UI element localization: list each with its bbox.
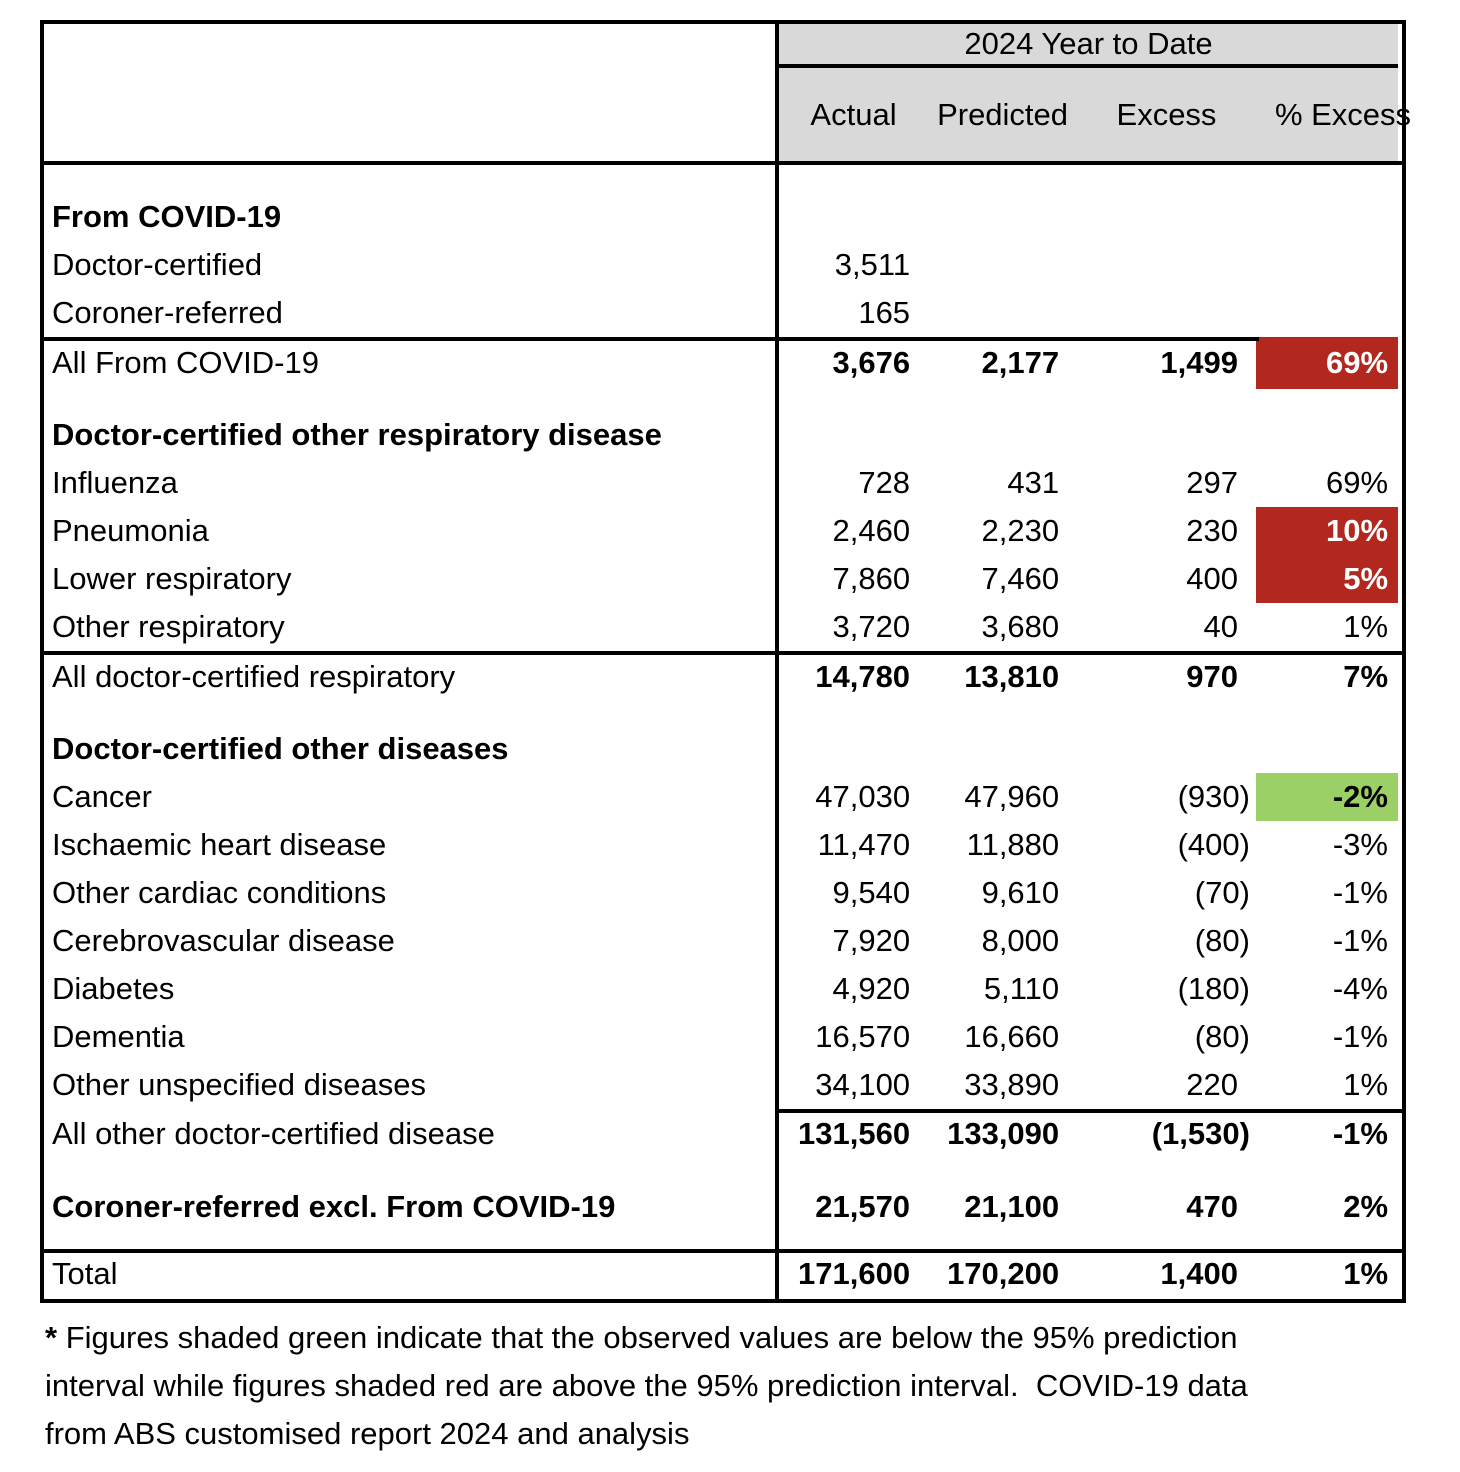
cell-excess <box>1077 1159 1256 1183</box>
numeric-cells <box>775 411 1398 459</box>
row-label: Coroner-referred excl. From COVID-19 <box>52 1189 616 1224</box>
cell-actual: 14,780 <box>815 659 911 694</box>
row-label: Ischaemic heart disease <box>52 827 387 862</box>
cell-pct: -4% <box>1332 971 1388 1006</box>
cell-pct <box>1256 241 1398 289</box>
numeric-cells <box>775 555 1398 603</box>
table-row <box>44 555 1402 603</box>
cell-predicted <box>928 1231 1077 1249</box>
cell-predicted <box>928 1159 1077 1183</box>
numeric-cells <box>775 241 1398 289</box>
numeric-cells <box>775 389 1398 411</box>
header-group-wrap <box>775 24 1398 68</box>
cell-excess <box>1077 165 1256 193</box>
row-label <box>44 389 775 411</box>
cell-actual <box>779 725 928 773</box>
row-label <box>44 703 775 725</box>
numeric-cells <box>775 459 1398 507</box>
numeric-cells <box>775 917 1398 965</box>
row-label: Doctor-certified other diseases <box>52 731 509 766</box>
cell-excess <box>1077 241 1256 289</box>
table-row <box>44 1183 1402 1231</box>
header-group-title: 2024 Year to Date <box>779 24 1398 68</box>
table-row <box>44 241 1402 289</box>
cell-excess <box>1077 725 1256 773</box>
separator-line <box>44 651 1402 655</box>
cell-excess: (1,530) <box>1151 1116 1250 1151</box>
numeric-cells <box>775 1013 1398 1061</box>
cell-predicted: 2,177 <box>981 345 1060 380</box>
table-row <box>44 917 1402 965</box>
cell-predicted: 8,000 <box>981 923 1060 958</box>
cell-actual: 171,600 <box>798 1256 911 1291</box>
row-label: Diabetes <box>52 971 175 1006</box>
cell-excess <box>1077 193 1256 241</box>
table-row <box>44 603 1402 651</box>
row-label: Doctor-certified <box>52 247 263 282</box>
cell-predicted: 170,200 <box>947 1256 1060 1291</box>
numeric-cells <box>775 821 1398 869</box>
cell-pct <box>1256 703 1398 725</box>
numeric-cells <box>775 965 1398 1013</box>
spacer-row <box>44 703 1402 725</box>
cell-pct <box>1256 289 1398 337</box>
cell-predicted: 133,090 <box>947 1116 1060 1151</box>
cell-pct: -1% <box>1332 923 1388 958</box>
cell-excess: (180) <box>1177 971 1250 1006</box>
cell-pct: 2% <box>1343 1189 1389 1224</box>
table-row <box>44 773 1402 821</box>
cell-excess <box>1077 703 1256 725</box>
cell-excess <box>1077 289 1256 337</box>
cell-pct: -2% <box>1256 773 1398 821</box>
numeric-cells <box>775 603 1398 651</box>
cell-predicted <box>928 193 1077 241</box>
cell-excess: 970 <box>1186 659 1238 694</box>
numeric-cells <box>775 1249 1398 1299</box>
cell-pct: -1% <box>1332 1116 1388 1151</box>
row-label: Total <box>52 1256 118 1291</box>
cell-pct: 69% <box>1256 337 1398 389</box>
row-label: Doctor-certified other respiratory disease <box>52 417 662 452</box>
cell-excess: 1,400 <box>1160 1256 1238 1291</box>
section-header-row <box>44 193 1402 241</box>
table-row <box>44 289 1402 337</box>
row-label: Other respiratory <box>52 609 285 644</box>
cell-pct <box>1256 411 1398 459</box>
cell-actual <box>779 1231 928 1249</box>
cell-pct <box>1256 1231 1398 1249</box>
column-header-predicted: Predicted <box>928 68 1077 161</box>
numeric-cells <box>775 1159 1398 1183</box>
table-row <box>44 651 1402 703</box>
header-columns-row <box>44 68 1412 165</box>
cell-excess: (930) <box>1177 779 1250 814</box>
table-row <box>44 965 1402 1013</box>
separator-line <box>775 1109 1402 1113</box>
cell-predicted <box>928 241 1077 289</box>
cell-excess: 470 <box>1186 1189 1238 1224</box>
row-label: Pneumonia <box>52 513 209 548</box>
cell-predicted: 16,660 <box>964 1019 1060 1054</box>
cell-pct <box>1256 1159 1398 1183</box>
numeric-cells <box>775 1231 1398 1249</box>
cell-predicted <box>928 703 1077 725</box>
cell-excess: 220 <box>1186 1067 1238 1102</box>
cell-excess: 297 <box>1186 465 1238 500</box>
header-empty-cell <box>44 68 775 161</box>
cell-actual <box>779 193 928 241</box>
cell-pct: 5% <box>1256 555 1398 603</box>
cell-pct: -1% <box>1332 875 1388 910</box>
cell-predicted <box>928 389 1077 411</box>
column-header-excess: Excess <box>1077 68 1256 161</box>
table-row <box>44 507 1402 555</box>
row-label <box>44 1159 775 1183</box>
cell-pct: -3% <box>1332 827 1388 862</box>
cell-excess <box>1077 411 1256 459</box>
cell-pct: -1% <box>1332 1019 1388 1054</box>
cell-pct: 1% <box>1343 609 1389 644</box>
table-row <box>44 821 1402 869</box>
cell-actual: 3,511 <box>834 247 911 282</box>
footnote <box>45 1314 1437 1458</box>
cell-pct: 7% <box>1343 659 1389 694</box>
row-label: Lower respiratory <box>52 561 292 596</box>
cell-actual: 47,030 <box>815 779 911 814</box>
table-body <box>44 165 1402 1299</box>
cell-pct: 69% <box>1325 465 1389 500</box>
spacer-row <box>44 1159 1402 1183</box>
row-label <box>44 1231 775 1249</box>
cell-predicted: 47,960 <box>964 779 1060 814</box>
numeric-cells <box>775 1183 1398 1231</box>
row-label: Other unspecified diseases <box>52 1067 426 1102</box>
numeric-cells <box>775 651 1398 703</box>
table-row <box>44 1109 1402 1159</box>
row-label: All other doctor-certified disease <box>52 1116 495 1151</box>
table-row <box>44 1249 1402 1299</box>
cell-actual: 7,920 <box>832 923 911 958</box>
cell-actual: 3,720 <box>832 609 911 644</box>
cell-excess: 1,499 <box>1160 345 1238 380</box>
cell-predicted <box>928 411 1077 459</box>
table-row <box>44 337 1402 389</box>
cell-predicted: 431 <box>1007 465 1060 500</box>
cell-actual: 16,570 <box>815 1019 911 1054</box>
cell-actual <box>779 411 928 459</box>
numeric-cells <box>775 1061 1398 1109</box>
row-label: Cerebrovascular disease <box>52 923 395 958</box>
numeric-cells <box>775 773 1398 821</box>
cell-actual: 2,460 <box>832 513 911 548</box>
cell-excess: 230 <box>1186 513 1238 548</box>
cell-actual: 4,920 <box>832 971 911 1006</box>
table-row <box>44 1061 1402 1109</box>
spacer-row <box>44 389 1402 411</box>
cell-pct <box>1256 389 1398 411</box>
cell-pct: 10% <box>1256 507 1398 555</box>
cell-predicted: 3,680 <box>981 609 1060 644</box>
numeric-cells <box>775 725 1398 773</box>
column-header-actual: Actual <box>779 68 928 161</box>
cell-predicted: 33,890 <box>964 1067 1060 1102</box>
spacer-row <box>44 1231 1402 1249</box>
cell-predicted: 9,610 <box>981 875 1060 910</box>
cell-predicted <box>928 165 1077 193</box>
cell-excess: (400) <box>1177 827 1250 862</box>
cell-actual <box>779 165 928 193</box>
cell-predicted: 7,460 <box>981 561 1060 596</box>
cell-actual: 7,860 <box>832 561 911 596</box>
header-columns-wrap <box>775 68 1412 161</box>
separator-line <box>44 337 1259 341</box>
cell-predicted: 21,100 <box>964 1189 1060 1224</box>
cell-excess: 400 <box>1186 561 1238 596</box>
row-label <box>44 165 775 193</box>
cell-excess: (80) <box>1194 923 1250 958</box>
row-label: Influenza <box>52 465 178 500</box>
cell-predicted <box>928 725 1077 773</box>
row-label: Other cardiac conditions <box>52 875 387 910</box>
cell-actual: 131,560 <box>798 1116 911 1151</box>
cell-actual: 9,540 <box>832 875 911 910</box>
cell-predicted: 5,110 <box>983 971 1060 1006</box>
mortality-table <box>40 20 1412 1303</box>
numeric-cells <box>775 337 1398 389</box>
numeric-cells <box>775 289 1398 337</box>
numeric-cells <box>775 869 1398 917</box>
cell-actual <box>779 703 928 725</box>
cell-actual: 21,570 <box>815 1189 911 1224</box>
column-header-pct-excess-label: % Excess <box>1274 97 1412 132</box>
table-row <box>44 869 1402 917</box>
cell-pct: 1% <box>1343 1256 1389 1291</box>
cell-predicted: 13,810 <box>964 659 1060 694</box>
row-label: All From COVID-19 <box>52 345 319 380</box>
row-label: Coroner-referred <box>52 295 283 330</box>
table-row <box>44 1013 1402 1061</box>
header-empty-cell <box>44 24 775 68</box>
cell-actual: 165 <box>858 295 911 330</box>
cell-actual <box>779 389 928 411</box>
numeric-cells <box>775 507 1398 555</box>
table-row <box>44 459 1402 507</box>
cell-excess <box>1077 1231 1256 1249</box>
cell-predicted: 2,230 <box>981 513 1060 548</box>
cell-actual: 11,470 <box>817 827 911 862</box>
row-label: Dementia <box>52 1019 185 1054</box>
footnote-line: from ABS customised report 2024 and analysis <box>45 1416 690 1451</box>
numeric-cells <box>775 1109 1398 1159</box>
footnote-line: * Figures shaded green indicate that the observed values are below the 95% prediction <box>45 1320 1238 1355</box>
cell-predicted: 11,880 <box>966 827 1060 862</box>
spacer-row <box>44 165 1402 193</box>
cell-excess: (70) <box>1194 875 1250 910</box>
separator-line <box>44 1249 1402 1253</box>
cell-pct <box>1256 193 1398 241</box>
numeric-cells <box>775 193 1398 241</box>
footnote-line: interval while figures shaded red are above the 95% prediction interval. COVID-19 data <box>45 1368 1248 1403</box>
numeric-cells <box>775 703 1398 725</box>
cell-actual: 34,100 <box>815 1067 911 1102</box>
cell-actual: 728 <box>858 465 911 500</box>
row-label: All doctor-certified respiratory <box>52 659 456 694</box>
cell-actual <box>779 1159 928 1183</box>
cell-excess: 40 <box>1203 609 1238 644</box>
row-label: From COVID-19 <box>52 199 282 234</box>
cell-excess <box>1077 389 1256 411</box>
column-header-pct-excess <box>1256 68 1412 161</box>
section-header-row <box>44 725 1402 773</box>
cell-pct <box>1256 165 1398 193</box>
cell-predicted <box>928 289 1077 337</box>
cell-excess: (80) <box>1194 1019 1250 1054</box>
cell-pct <box>1256 725 1398 773</box>
section-header-row <box>44 411 1402 459</box>
cell-pct: 1% <box>1343 1067 1389 1102</box>
footnote-marker: * <box>45 1320 66 1355</box>
numeric-cells <box>775 165 1398 193</box>
header-group-row <box>44 24 1402 68</box>
cell-actual: 3,676 <box>832 345 911 380</box>
row-label: Cancer <box>52 779 152 814</box>
